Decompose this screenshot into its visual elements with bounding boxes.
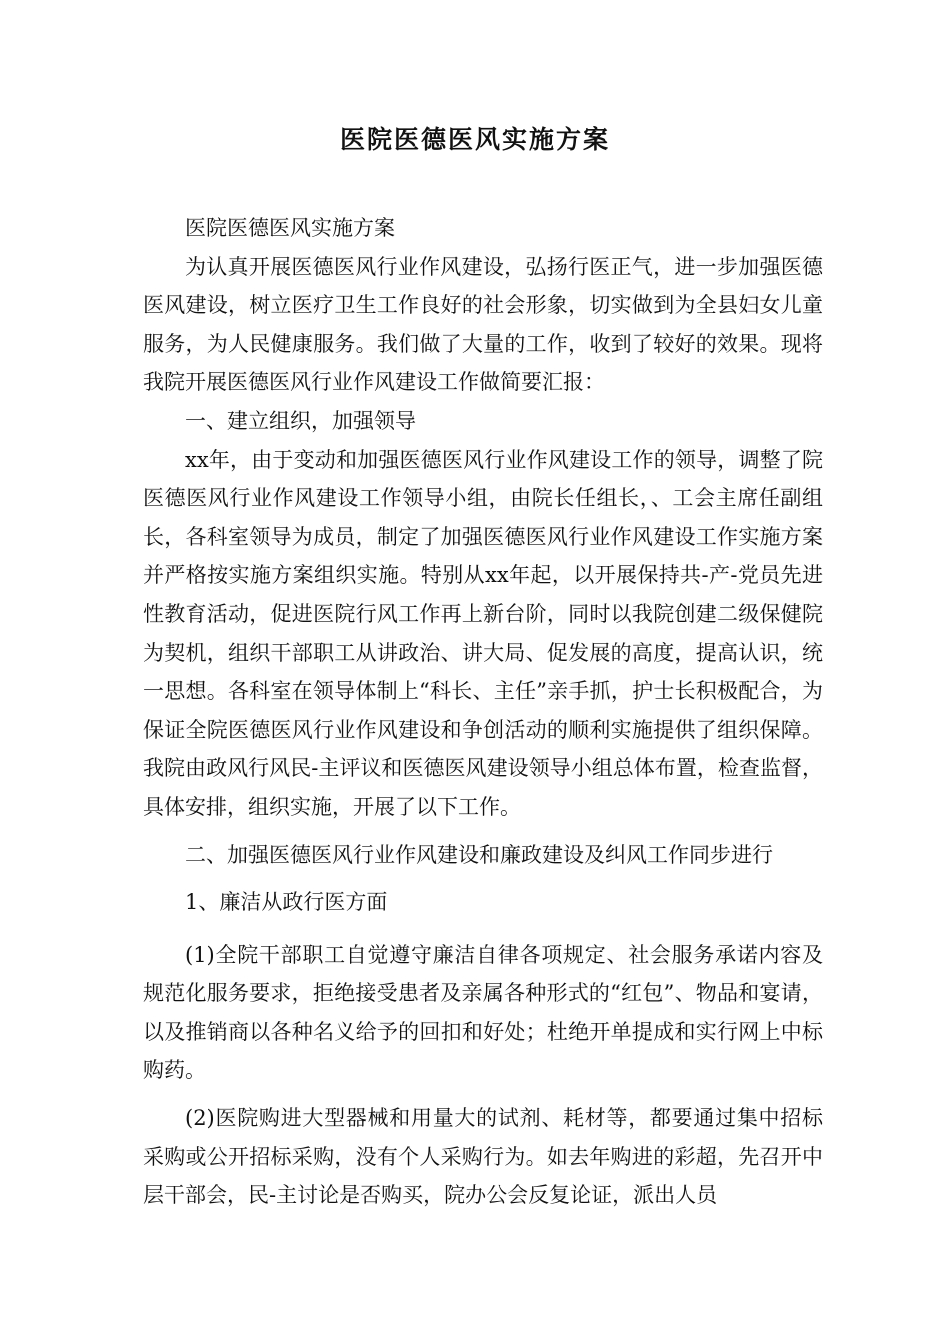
heading-section-2: 二、加强医德医风行业作风建设和廉政建设及纠风工作同步进行 xyxy=(185,842,773,867)
paragraph-intro: 为认真开展医德医风行业作风建设，弘扬行医正气，进一步加强医德医风建设，树立医疗卫生工作良好的社会形象，切实做到为全县妇女儿童服务，为人民健康服务。我们做了大量的工作，收到了较好的效果。现将我院开展医德医风行业作风建设工作做简要汇报： xyxy=(143,254,823,395)
document-title: 医院医德医风实施方案 xyxy=(339,125,610,154)
paragraph-section-1: xx年，由于变动和加强医德医风行业作风建设工作的领导，调整了院医德医风行业作风建设工作领导小组，由院长任组长，、工会主席任副组长，各科室领导为成员，制定了加强医德医风行业作风建设工作实施方案并严格按实施方案组织实施。特别从xx年起，以开展保持共-产-党员先进性教育活动，促进医院行风工作再上新台阶，同时以我院创建二级保健院为契机，组织干部职工从讲政治、讲大局、促发展的高度，提高认识，统一思想。各科室在领导体制上“科长、主任”亲手抓，护士长积极配合，为保证全院医德医风行业作风建设和争创活动的顺利实施提供了组织保障。我院由政风行风民-主评议和医德医风建设领导小组总体布置，检查监督，具体安排，组织实施，开展了以下工作。 xyxy=(143,447,823,819)
heading-subsection-1: 1、廉洁从政行医方面 xyxy=(185,890,388,915)
heading-section-1: 一、建立组织，加强领导 xyxy=(185,408,416,433)
document-body xyxy=(143,209,823,1215)
paragraph-item-2: (2)医院购进大型器械和用量大的试剂、耗材等，都要通过集中招标采购或公开招标采购，没有个人采购行为。如去年购进的彩超，先召开中层干部会，民-主讨论是否购买，院办公会反复论证，派出人员 xyxy=(143,1106,823,1208)
paragraph-item-1: (1)全院干部职工自觉遵守廉洁自律各项规定、社会服务承诺内容及规范化服务要求，拒绝接受患者及亲属各种形式的“红包”、物品和宴请，以及推销商以各种名义给予的回扣和好处；杜绝开单提成和实行网上中标购药。 xyxy=(143,942,823,1083)
paragraph-subtitle: 医院医德医风实施方案 xyxy=(185,216,395,240)
